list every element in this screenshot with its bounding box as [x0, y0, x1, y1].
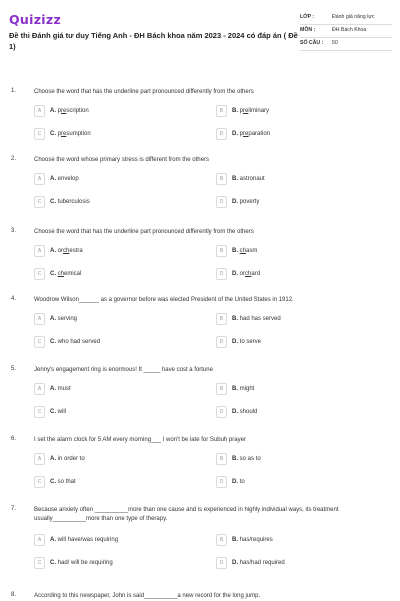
meta-panel	[300, 12, 392, 51]
option-letter-box: A	[34, 105, 45, 117]
option-letter-box: B	[216, 383, 227, 395]
option-text: B. chasm	[232, 247, 258, 254]
question-text: I set the alarm clock for 5 AM every morning___ I won't be late for Subuh prayer	[34, 437, 246, 443]
option-text: C. will	[50, 408, 67, 415]
option-letter-box: C	[34, 196, 45, 208]
answer-option-b[interactable]	[216, 312, 381, 325]
option-text: C. chemical	[50, 270, 82, 277]
option-letter-box: B	[216, 105, 227, 117]
option-text: B. had has served	[232, 315, 281, 322]
option-text: A. orchestra	[50, 247, 83, 254]
meta-label: MÔN :	[300, 27, 316, 33]
option-letter-box: C	[34, 557, 45, 569]
option-letter-box: A	[34, 383, 45, 395]
option-letter-box: D	[216, 406, 227, 418]
question-text: Choose the word that has the underline part pronounced differently from the others	[34, 89, 254, 95]
question-text: Choose the word that has the underline part pronounced differently from the others	[34, 229, 254, 235]
option-text: B. has/requires	[232, 536, 273, 543]
answer-option-a[interactable]	[34, 312, 199, 325]
answer-option-b[interactable]	[216, 104, 381, 117]
option-letter-box: D	[216, 336, 227, 348]
answer-option-c[interactable]	[34, 127, 199, 140]
option-text: B. preliminary	[232, 107, 270, 114]
meta-value: 50	[332, 40, 338, 46]
answer-option-b[interactable]	[216, 244, 381, 257]
option-text: A. must	[50, 385, 71, 392]
answer-option-c[interactable]	[34, 335, 199, 348]
answer-option-b[interactable]	[216, 452, 381, 465]
question-text: Choose the word whose primary stress is different from the others	[34, 157, 209, 163]
option-text: A. will have/was requiring	[50, 536, 119, 543]
option-letter-box: B	[216, 313, 227, 325]
option-text: D. should	[232, 408, 258, 415]
answer-option-a[interactable]	[34, 452, 199, 465]
option-text: D. has/had required	[232, 559, 285, 566]
option-text: C. presumption	[50, 130, 91, 137]
answer-option-d[interactable]	[216, 195, 381, 208]
option-text: B. so as to	[232, 455, 261, 462]
question-number: 6.	[11, 436, 17, 442]
option-text: D. poverty	[232, 198, 260, 205]
answer-option-d[interactable]	[216, 267, 381, 280]
answer-option-d[interactable]	[216, 556, 381, 569]
question-text: Because anxiety often __________more than one cause and is experienced in highly individual ways, its treatment usually__________more than one type of therapy.	[34, 507, 339, 522]
option-letter-box: C	[34, 476, 45, 488]
answer-option-d[interactable]	[216, 127, 381, 140]
answer-option-d[interactable]	[216, 405, 381, 418]
option-letter-box: A	[34, 534, 45, 546]
option-text: B. might	[232, 385, 255, 392]
question-text: Woodrow Wilson______ as a governor before was elected President of the United States in 1912.	[34, 297, 294, 303]
option-text: A. envelop	[50, 175, 79, 182]
option-text: B. astronaut	[232, 175, 265, 182]
option-letter-box: D	[216, 196, 227, 208]
option-letter-box: A	[34, 313, 45, 325]
option-text: A. in order to	[50, 455, 85, 462]
answer-option-a[interactable]	[34, 244, 199, 257]
answer-option-d[interactable]	[216, 475, 381, 488]
option-letter-box: C	[34, 268, 45, 280]
option-text: A. serving	[50, 315, 78, 322]
option-letter-box: B	[216, 245, 227, 257]
option-letter-box: D	[216, 557, 227, 569]
question-number: 3.	[11, 228, 17, 234]
option-text: C. who had served	[50, 338, 101, 345]
question-number: 7.	[11, 506, 17, 512]
meta-label: SỐ CÂU :	[300, 40, 324, 46]
answer-option-d[interactable]	[216, 335, 381, 348]
answer-option-a[interactable]	[34, 533, 199, 546]
option-text: D. to	[232, 478, 245, 485]
quizizz-logo: Quizizz	[9, 12, 62, 27]
meta-row-subject	[300, 25, 392, 38]
answer-option-b[interactable]	[216, 172, 381, 185]
question-text: According to this newspaper, John is said__________a new record for the long jump.	[34, 593, 261, 599]
answer-option-b[interactable]	[216, 533, 381, 546]
option-letter-box: D	[216, 268, 227, 280]
header	[0, 0, 400, 82]
answer-option-c[interactable]	[34, 405, 199, 418]
option-letter-box: D	[216, 476, 227, 488]
option-letter-box: C	[34, 336, 45, 348]
answer-option-a[interactable]	[34, 104, 199, 117]
option-letter-box: D	[216, 128, 227, 140]
option-letter-box: A	[34, 245, 45, 257]
option-text: C. tuberculosis	[50, 198, 90, 205]
answer-option-c[interactable]	[34, 195, 199, 208]
option-letter-box: C	[34, 128, 45, 140]
meta-row-count	[300, 38, 392, 51]
option-text: A. prescription	[50, 107, 89, 114]
document-title: Đề thi Đánh giá tư duy Tiếng Anh - ĐH Bách khoa năm 2023 - 2024 có đáp án ( Đề 1)	[9, 31, 298, 51]
option-letter-box: A	[34, 453, 45, 465]
option-text: D. orchard	[232, 270, 261, 277]
answer-option-b[interactable]	[216, 382, 381, 395]
answer-option-c[interactable]	[34, 475, 199, 488]
option-letter-box: B	[216, 534, 227, 546]
question-text: Jenny's engagement ring is enormous! It _____ have cost a fortune	[34, 367, 213, 373]
option-text: D. preparation	[232, 130, 271, 137]
answer-option-a[interactable]	[34, 172, 199, 185]
option-letter-box: C	[34, 406, 45, 418]
option-letter-box: A	[34, 173, 45, 185]
question-number: 5.	[11, 366, 17, 372]
option-text: C. had/ will be requiring	[50, 559, 113, 566]
option-letter-box: B	[216, 453, 227, 465]
meta-value: ĐH Bách Khoa	[332, 27, 367, 33]
meta-row-class	[300, 12, 392, 25]
option-text: D. to serve	[232, 338, 262, 345]
option-letter-box: B	[216, 173, 227, 185]
answer-option-c[interactable]	[34, 556, 199, 569]
answer-option-a[interactable]	[34, 382, 199, 395]
meta-value: Đánh giá năng lực	[332, 14, 375, 20]
question-number: 4.	[11, 296, 17, 302]
question-number: 1.	[11, 88, 17, 94]
option-text: C. so that	[50, 478, 76, 485]
answer-option-c[interactable]	[34, 267, 199, 280]
question-number: 8.	[11, 592, 17, 598]
question-number: 2.	[11, 156, 17, 162]
meta-label: LỚP :	[300, 14, 315, 20]
